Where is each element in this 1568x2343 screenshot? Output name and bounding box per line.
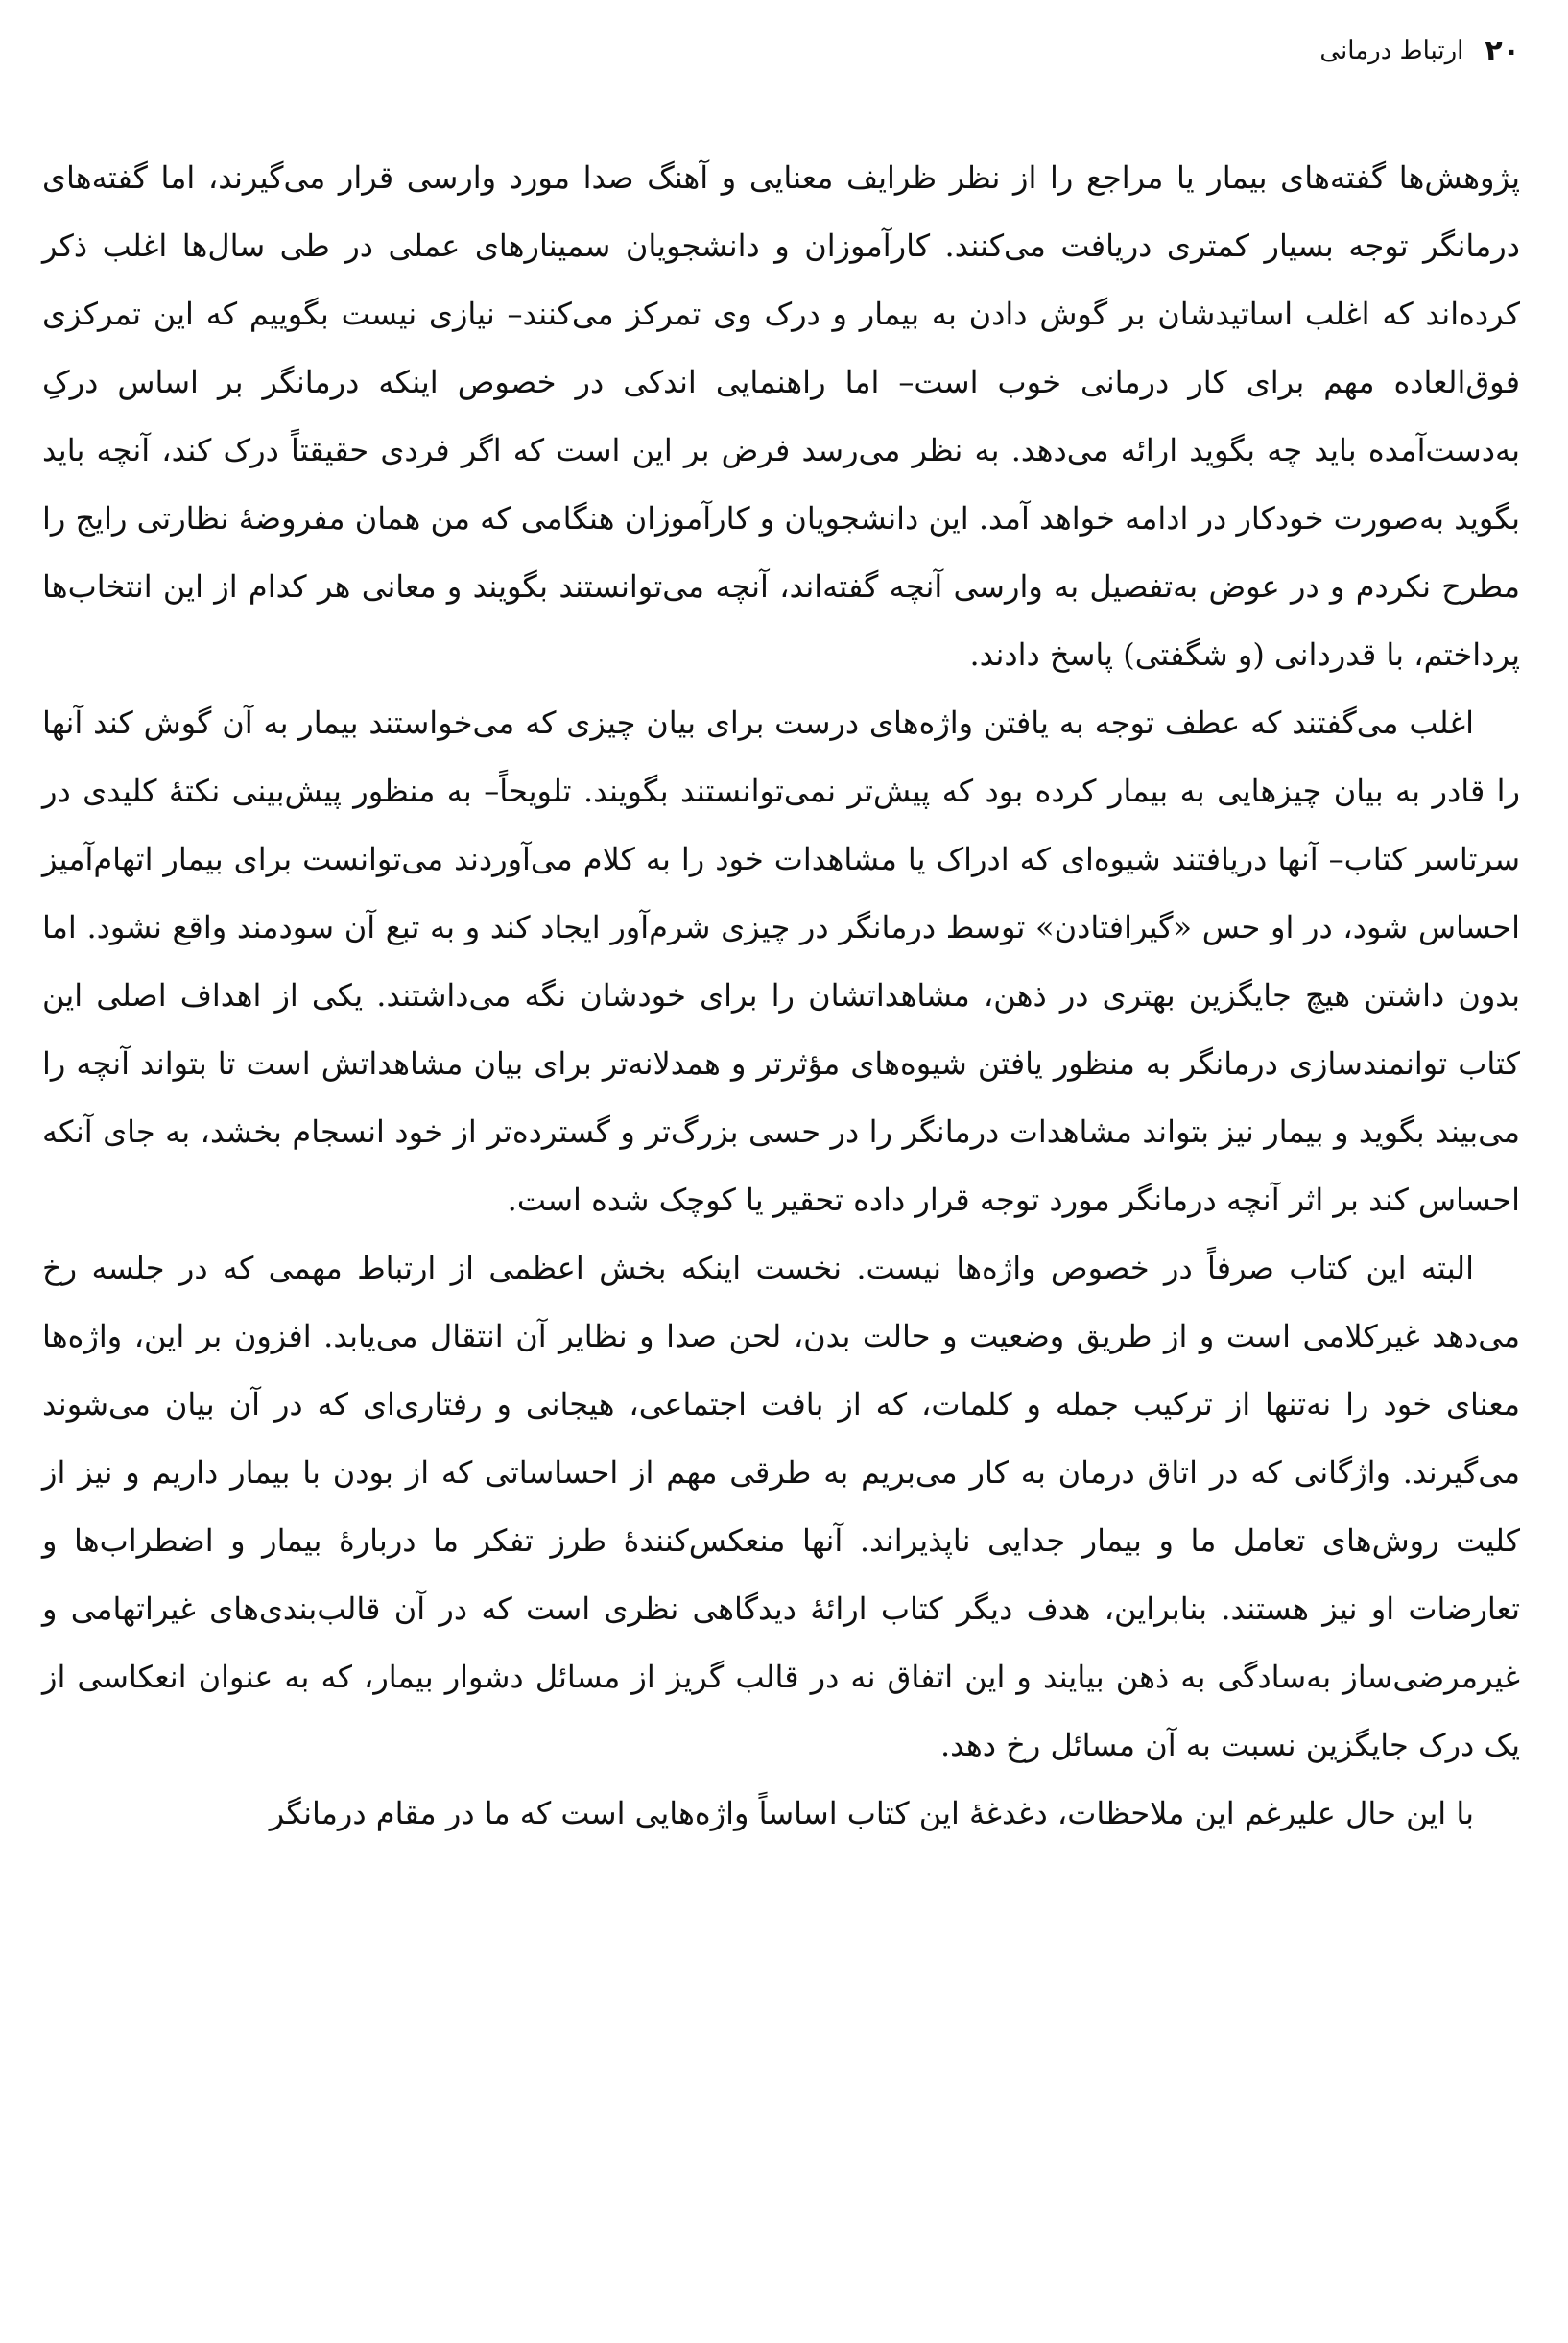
- running-header: [48, 27, 1520, 75]
- paragraph-2: اغلب می‌گفتند که عطف توجه به یافتن واژه‌های درست برای بیان چیزی که می‌خواستند بیمار به آن گوش کند آنها را قادر به بیان چیزهایی به بیمار کرده بود که پیش‌تر نمی‌توانستند بگویند. تلویحاً– به منظور پیش‌بینی نکتهٔ کلیدی در سرتاسر کتاب– آنها دریافتند شیوه‌ای که ادراک یا مشاهدات خود را به کلام می‌آوردند می‌توانست برای بیمار اتهام‌آمیز احساس شود، در او حس «گیرافتادن» توسط درمانگر در چیزی شرم‌آور ایجاد کند و به تبع آن سودمند واقع نشود. اما بدون داشتن هیچ جایگزین بهتری در ذهن، مشاهداتشان را برای خودشان نگه می‌داشتند. یکی از اهداف اصلی این کتاب توانمندسازی درمانگر به منظور یافتن شیوه‌های مؤثرتر و همدلانه‌تر برای بیان مشاهداتش است تا بتواند آنچه را می‌بیند بگوید و بیمار نیز بتواند مشاهدات درمانگر را در حسی بزرگ‌تر و گسترده‌تر از خود انسجام بخشد، به جای آنکه احساس کند بر اثر آنچه درمانگر مورد توجه قرار داده تحقیر یا کوچک شده است.: [42, 705, 1521, 1218]
- page-number: ۲۰: [1485, 34, 1520, 68]
- chapter-title: ارتباط درمانی: [1319, 36, 1464, 65]
- body-text: [42, 144, 1520, 1848]
- paragraph-1: پژوهش‌ها گفته‌های بیمار یا مراجع را از نظر ظرایف معنایی و آهنگ صدا مورد وارسی قرار می‌گیرند، اما گفته‌های درمانگر توجه بسیار کمتری دریافت می‌کنند. کارآموزان و دانشجویان سمینارهای عملی در طی سال‌ها اغلب ذکر کرده‌اند که اغلب اساتیدشان بر گوش دادن به بیمار و درک وی تمرکز می‌کنند– نیازی نیست بگوییم که این تمرکزی فوق‌العاده مهم برای کار درمانی خوب است– اما راهنمایی اندکی در خصوص اینکه درمانگر بر اساس درکِ به‌دست‌آمده باید چه بگوید ارائه می‌دهد. به نظر می‌رسد فرض بر این است که اگر فردی حقیقتاً درک کند، آنچه باید بگوید به‌صورت خودکار در ادامه خواهد آمد. این دانشجویان و کارآموزان هنگامی که من همان مفروضهٔ نظارتی رایج را مطرح نکردم و در عوض به‌تفصیل به وارسی آنچه گفته‌اند، آنچه می‌توانستند بگویند و معانی هر کدام از این انتخاب‌ها پرداختم، با قدردانی (و شگفتی) پاسخ دادند.: [42, 159, 1521, 673]
- paragraph-4: با این حال علیرغم این ملاحظات، دغدغهٔ این کتاب اساساً واژه‌هایی است که ما در مقام درمانگر: [269, 1795, 1474, 1831]
- paragraph-3: البته این کتاب صرفاً در خصوص واژه‌ها نیست. نخست اینکه بخش اعظمی از ارتباط مهمی که در جلسه رخ می‌دهد غیرکلامی است و از طریق وضعیت و حالت بدن، لحن صدا و نظایر آن انتقال می‌یابد. افزون بر این، واژه‌ها معنای خود را نه‌تنها از ترکیب جمله و کلمات، که از بافت اجتماعی، هیجانی و رفتاری‌ای که در آن بیان می‌شوند می‌گیرند. واژگانی که در اتاق درمان به کار می‌بریم به طرقی مهم از احساساتی که از بودن با بیمار داریم و نیز از کلیت روش‌های تعامل ما و بیمار جدایی ناپذیراند. آنها منعکس‌کنندهٔ طرز تفکر ما دربارهٔ بیمار و اضطراب‌ها و تعارضات او نیز هستند. بنابراین، هدف دیگر کتاب ارائهٔ دیدگاهی نظری است که در آن قالب‌بندی‌های غیراتهامی و غیرمرضی‌ساز به‌سادگی به ذهن بیایند و این اتفاق نه در قالب گریز از مسائل دشوار بیمار، که به عنوان انعکاسی از یک درک جایگزین نسبت به آن مسائل رخ دهد.: [42, 1250, 1521, 1763]
